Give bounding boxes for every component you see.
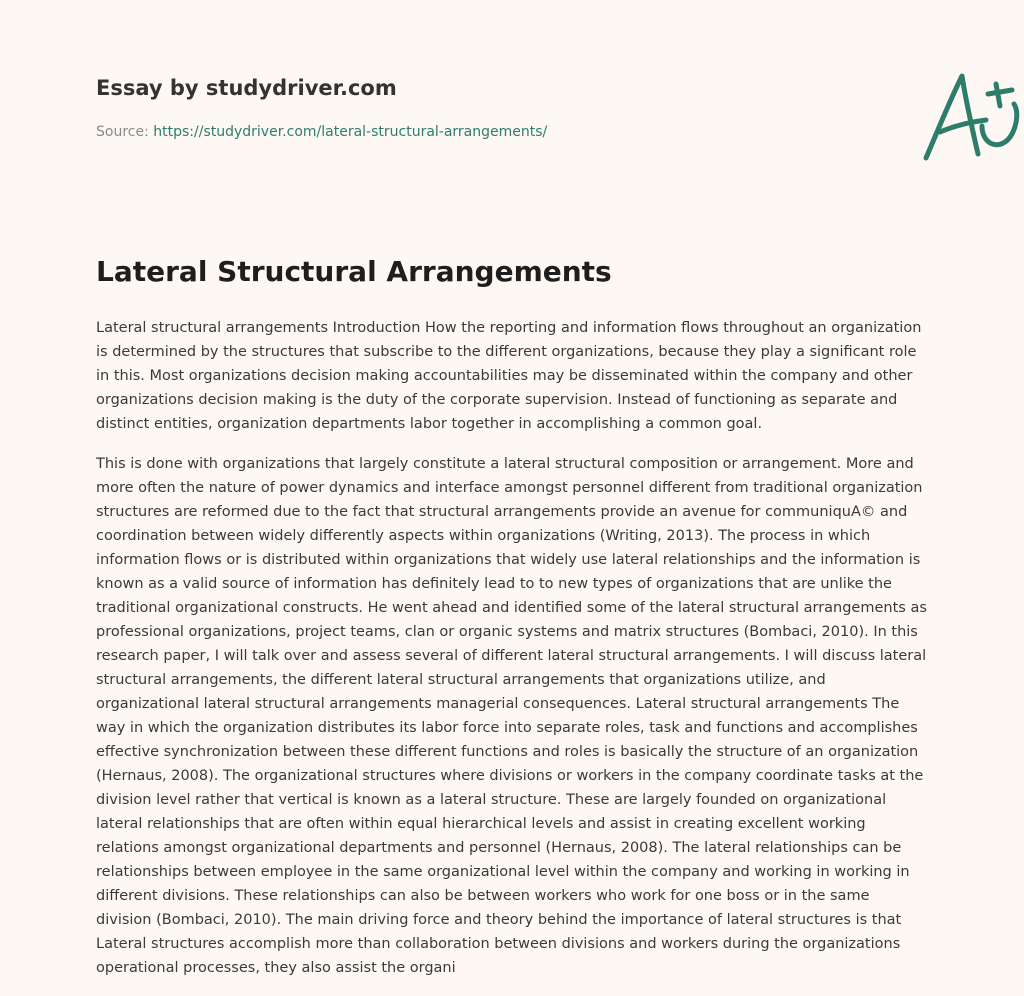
source-link[interactable]: https://studydriver.com/lateral-structural-arrangements/ [153,124,548,140]
bottom-fade [0,976,1024,994]
a-plus-grade-icon [916,66,1024,166]
source-line [96,124,547,140]
article-title: Lateral Structural Arrangements [96,255,612,288]
article-paragraph: Lateral structural arrangements Introduction How the reporting and information flows throughout an organization is determined by the structures that subscribe to the different organizations, because they play a significant role in this. Most organizations decision making accountabilities may be disseminated within the company and other organizations decision making is the duty of the corporate supervision. Instead of functioning as separate and distinct entities, organization departments labor together in accomplishing a common goal. [96,320,922,432]
article-paragraph: This is done with organizations that largely constitute a lateral structural composition or arrangement. More and more often the nature of power dynamics and interface amongst personnel different from traditional organization structures are reformed due to the fact that structural arrangements provide an avenue for communiquA© and coordination between widely differently aspects within organizations (Writing, 2013). The process in which information flows or is distributed within organizations that widely use lateral relationships and the information is known as a valid source of information has definitely lead to to new types of organizations that are unlike the traditional organizational constructs. He went ahead and identified some of the lateral structural arrangements as professional organizations, project teams, clan or organic systems and matrix structures (Bombaci, 2010). In this research paper, I will talk over and assess several of different lateral structural arrangements. I will discuss lateral structural arrangements, the different lateral structural arrangements that organizations utilize, and organizational lateral structural arrangements managerial consequences. Lateral structural arrangements The way in which the organization distributes its labor force into separate roles, task and functions and accomplishes effective synchronization between these different functions and roles is basically the structure of an organization (Hernaus, 2008). The organizational structures where divisions or workers in the company coordinate tasks at the division level rather that vertical is known as a lateral structure. These are largely founded on organizational lateral relationships that are often within equal hierarchical levels and assist in creating excellent working relations amongst organizational departments and personnel (Hernaus, 2008). The lateral relationships can be relationships between employee in the same organizational level within the company and working in working in different divisions. These relationships can also be between workers who work for one boss or in the same division (Bombaci, 2010). The main driving force and theory behind the importance of lateral structures is that Lateral structures accomplish more than collaboration between divisions and workers during the organizations operational processes, they also assist the organi [96,456,927,976]
article-body [96,316,928,996]
source-label: Source: [96,124,149,140]
essay-by-heading: Essay by studydriver.com [96,76,397,100]
